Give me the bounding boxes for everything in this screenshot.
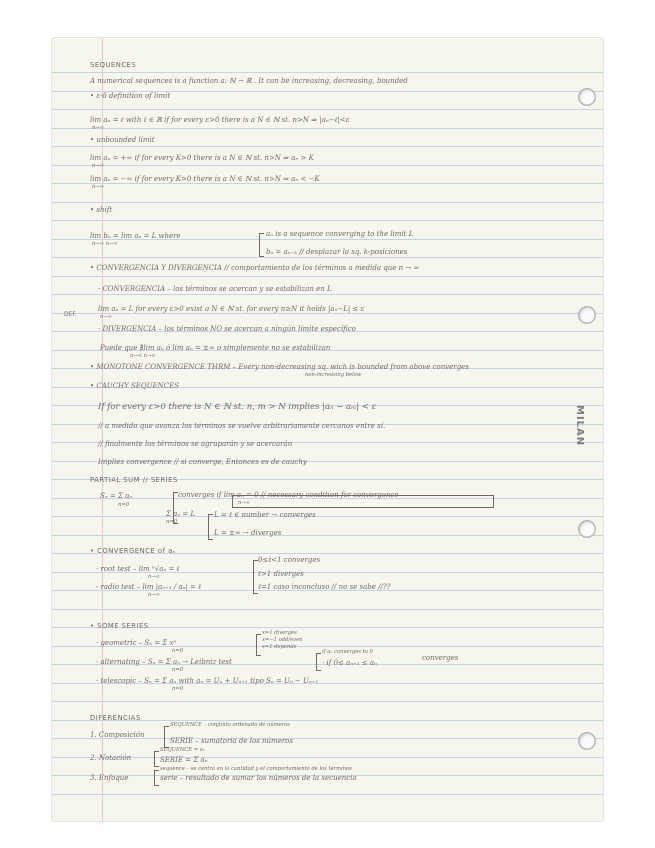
note-line: lim aₙ = ℓ with ℓ ∈ ℝ if for every ε>0 there is a N ∈ ℕ st. n>N ⇒ |aₙ−ℓ|<ε	[90, 116, 350, 124]
notation-brace	[154, 751, 159, 767]
note-line: lim aₙ = −∞ if for every K>0 there is a N ∈ ℕ st. n>N ⇒ aₙ < −K	[90, 175, 320, 183]
binder-hole	[578, 306, 596, 324]
note-line: serie – resultado de sumar los números de la secuencia	[160, 774, 357, 782]
note-line: n→∞	[92, 163, 105, 169]
note-line: If for every ε>0 there is N ∈ ℕ st. n, m > N implies |aₙ − aₘ| < ε	[98, 402, 377, 412]
ruled-line	[52, 72, 603, 73]
note-line: non-increasing below	[305, 372, 362, 378]
note-line: SEQUENCES	[90, 61, 137, 69]
note-line: SERIE – sumatoria de los números	[170, 737, 293, 745]
ruled-line	[52, 257, 603, 258]
note-line: • MONOTONE CONVERGENCE THRM – Every non-decreasing sq. wich is bounded from above converges	[90, 363, 469, 371]
note-line: // finalmente los términos se agruparán y se acercarán	[98, 440, 293, 448]
note-line: n=0	[166, 519, 177, 525]
ruled-line	[52, 202, 603, 203]
note-line: 2. Notación	[90, 754, 132, 762]
note-line: n=0	[172, 667, 183, 673]
sum-brace	[208, 514, 213, 540]
note-line: • unbounded limit	[90, 136, 155, 144]
note-line: x=1 depends	[262, 644, 297, 650]
margin-label: DEF.	[64, 311, 77, 318]
note-line: 3. Enfoque	[90, 774, 129, 782]
note-line: DIFERENCIAS	[90, 714, 141, 722]
note-line: · geometric – Sₙ = Σ xⁿ	[96, 639, 177, 647]
note-line: ℓ=1 caso inconcluso // no se sabe //??	[258, 583, 391, 591]
note-line: Sₙ = Σ aₙ	[100, 492, 133, 500]
note-line: n→∞	[238, 500, 251, 506]
ruled-line	[52, 294, 603, 295]
note-line: if aₙ converges to 0	[322, 649, 373, 655]
note-line: n=0	[172, 686, 183, 692]
note-line: x=1 diverges	[262, 630, 297, 636]
note-line: n=0	[172, 648, 183, 654]
note-line: L = ℓ ∈ number → converges	[214, 511, 316, 519]
note-line: · radio test – lim |aₙ₊₁ / aₙ| = ℓ	[96, 583, 202, 591]
note-line: Puede que ∄lim aₙ ó lim aₙ = ±∞ o simplemente no se estabilizan	[100, 344, 331, 352]
binder-hole	[578, 520, 596, 538]
brand-mark: MILAN	[574, 405, 585, 447]
note-line: L = ±∞ → diverges	[214, 529, 282, 537]
ruled-line	[52, 146, 603, 147]
note-line: lim aₙ = L for every ε>0 exist a N ∈ ℕ st. for every n≥N it holds |aₙ−L| ≤ ε	[98, 305, 365, 313]
ruled-line	[52, 276, 603, 277]
note-line: n=0	[118, 502, 129, 508]
focus-brace	[154, 770, 159, 786]
note-line: A numerical sequences is a function a: ℕ → ℝ . It can be increasing, decreasing, bounded	[90, 77, 408, 85]
note-line: Σ aₙ = L	[166, 510, 196, 518]
note-line: n→∞	[148, 592, 161, 598]
note-line: n→∞	[148, 574, 161, 580]
note-line: • ε-δ definition of limit	[90, 92, 171, 100]
note-line: SEQUENCE – conjunto ordenado de números	[170, 722, 290, 728]
note-line: Implies convergence // si converge, Entonces es de cauchy	[98, 458, 307, 466]
note-line: x=−1 odd/even	[262, 637, 303, 643]
composition-brace	[164, 726, 169, 748]
note-line: n→∞ n→∞	[130, 353, 156, 359]
note-line: • CONVERGENCIA Y DIVERGENCIA // comportamiento de los términos a medida que n → ∞	[90, 264, 420, 272]
note-line: lim bₙ = lim aₙ = L where	[90, 232, 181, 240]
leibniz-brace	[316, 653, 321, 671]
note-line: PARTIAL SUM // SERIES	[90, 476, 178, 484]
note-line: • SOME SERIES	[90, 622, 149, 630]
note-line: · telescopic – Sₙ = Σ aₙ with aₙ = Uₙ + Uₙ₊₁ tipo Sₙ = U₀ − Uₙ₊₁	[96, 677, 319, 685]
note-line: · if 0≤ aₙ₊₁ ≤ aₙ	[322, 659, 377, 667]
note-line: 1. Composición	[90, 731, 145, 739]
note-line: n→∞ n→∞	[92, 241, 118, 247]
note-line: · alternating – Sₙ = Σ aₙ → Leibniz test	[96, 658, 232, 666]
note-line: • shift	[90, 206, 113, 214]
ruled-line	[52, 794, 603, 795]
note-line: n→∞	[100, 314, 113, 320]
note-line: · CONVERGENCIA – los términos se acercan y se estabilizan en L	[98, 285, 332, 293]
ruled-line	[52, 109, 603, 110]
note-line: // a medida que avanza los términos se vuelve arbitrariamente cercanos entre sí.	[98, 422, 386, 430]
geometric-brace	[256, 634, 261, 656]
note-line: bₙ = aₙ₋ₖ // desplazar la sq. k-posiciones	[266, 248, 408, 256]
note-line: converges if lim aₙ = 0 // necessary condition for convergence	[178, 491, 399, 499]
note-line: · root test – lim ⁿ√aₙ = ℓ	[96, 565, 180, 573]
note-line: • CONVERGENCE of aₙ	[90, 547, 176, 555]
ruled-line	[52, 220, 603, 221]
binder-hole	[578, 88, 596, 106]
note-line: SEQUENCE = aₙ	[160, 747, 205, 753]
note-line: 0≤ℓ<1 converges	[258, 556, 321, 564]
ruled-line	[52, 128, 603, 129]
ruled-line	[52, 516, 603, 517]
ruled-line	[52, 701, 603, 702]
ruled-line	[52, 609, 603, 610]
note-line: • CAUCHY SEQUENCES	[90, 382, 180, 390]
ruled-line	[52, 757, 603, 758]
ruled-line	[52, 165, 603, 166]
note-line: · DIVERGENCIA – los términos NO se acercan a ningún límite específico	[98, 325, 356, 333]
note-line: lim aₙ = +∞ if for every K>0 there is a N ∈ ℕ st. n>N ⇒ aₙ > K	[90, 154, 314, 162]
binder-hole	[578, 732, 596, 750]
note-line: ℓ>1 diverges	[258, 570, 304, 578]
note-line: n→∞	[92, 184, 105, 190]
note-line: aₙ is a sequence converging to the limit L	[266, 230, 414, 238]
note-line: n→∞	[92, 125, 105, 131]
note-line: SERIE = Σ aₙ	[160, 756, 208, 764]
note-line: converges	[422, 654, 459, 662]
ruled-line	[52, 535, 603, 536]
shift-brace	[259, 233, 264, 257]
note-line: sequence – se centra en la cantidad y el comportamiento de los términos	[160, 766, 352, 772]
